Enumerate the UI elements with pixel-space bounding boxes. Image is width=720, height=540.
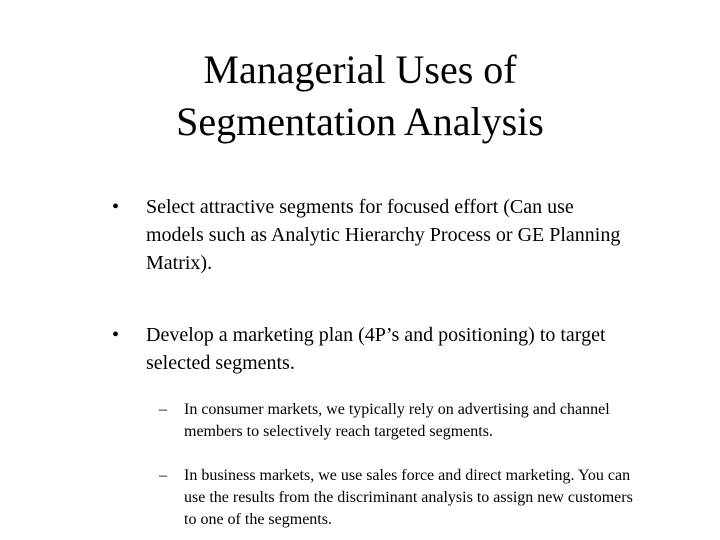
title-line-2: Segmentation Analysis [176, 99, 544, 144]
bullet-list [0, 193, 720, 531]
sub-bullet-marker: – [159, 467, 167, 484]
bullet-text: Select attractive segments for focused effort (Can use models such as Analytic Hierarchy Process or GE Planning Matrix). [146, 196, 621, 274]
sub-bullet-marker: – [159, 401, 167, 418]
sub-item-business-markets [0, 465, 644, 531]
bullet-marker: • [112, 324, 120, 346]
slide-title [60, 44, 660, 148]
sub-item-consumer-markets [0, 399, 644, 443]
sub-bullet-text: In consumer markets, we typically rely on advertising and channel members to selectively reach targeted segments. [184, 401, 610, 440]
bullet-marker: • [112, 196, 120, 218]
title-line-1: Managerial Uses of [203, 47, 517, 92]
bullet-item-select-segments [0, 193, 636, 277]
bullet-item-marketing-plan [0, 321, 636, 377]
sub-bullet-text: In business markets, we use sales force and direct marketing. You can use the results from the discriminant analysis to assign new customers to one of the segments. [184, 467, 633, 528]
bullet-text: Develop a marketing plan (4P’s and positioning) to target selected segments. [146, 324, 606, 374]
